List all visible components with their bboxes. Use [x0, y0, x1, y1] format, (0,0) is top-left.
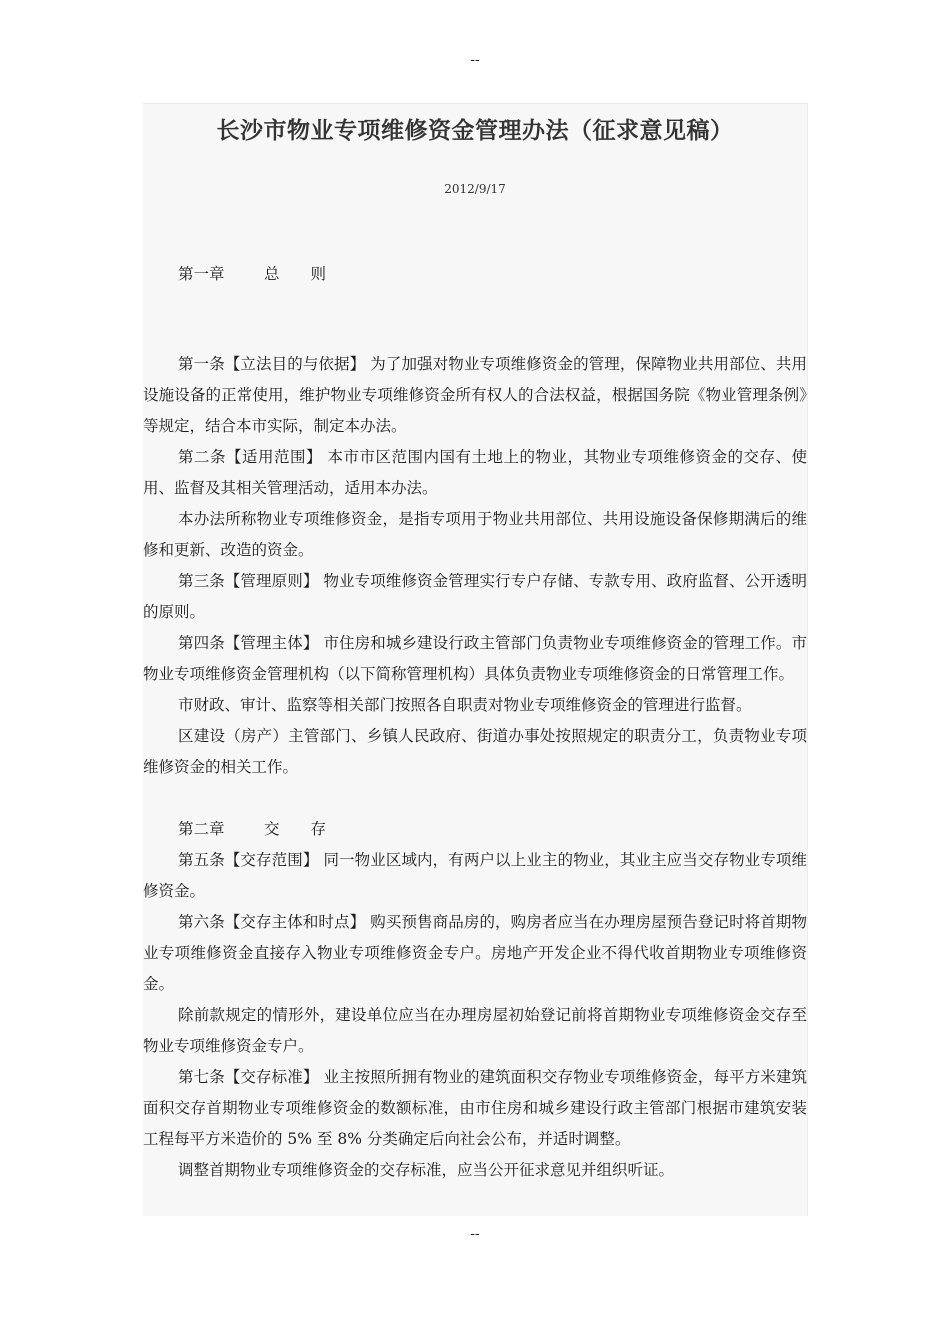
article-3: 第三条【管理原则】 物业专项维修资金管理实行专户存储、专款专用、政府监督、公开透明的原则。	[143, 572, 807, 621]
page-marker-top: --	[470, 52, 480, 68]
spacer	[143, 783, 807, 814]
chapter-heading	[143, 814, 807, 845]
document-title: 长沙市物业专项维修资金管理办法（征求意见稿）	[216, 117, 734, 144]
chapter-heading	[143, 259, 807, 290]
document-page	[143, 103, 808, 1216]
article-4-paragraph: 区建设（房产）主管部门、乡镇人民政府、街道办事处按照规定的职责分工，负责物业专项维修资金的相关工作。	[143, 727, 807, 776]
page-marker-bottom: --	[470, 1226, 480, 1242]
spacer	[143, 290, 807, 321]
article-6: 第六条【交存主体和时点】 购买预售商品房的，购房者应当在办理房屋预告登记时将首期物业专项维修资金直接存入物业专项维修资金专户。房地产开发企业不得代收首期物业专项维修资金。	[143, 913, 807, 993]
article-1: 第一条【立法目的与依据】 为了加强对物业专项维修资金的管理，保障物业共用部位、共用设施设备的正常使用，维护物业专项维修资金所有权人的合法权益，根据国务院《物业管理条例》等规定，结合本市实际，制定本办法。	[143, 355, 807, 435]
chapter-label: 第一章	[178, 265, 225, 283]
article-2-paragraph: 本办法所称物业专项维修资金，是指专项用于物业共用部位、共用设施设备保修期满后的维修和更新、改造的资金。	[143, 510, 807, 559]
article-4-paragraph: 市财政、审计、监察等相关部门按照各自职责对物业专项维修资金的管理进行监督。	[178, 696, 752, 714]
article-6-paragraph: 除前款规定的情形外，建设单位应当在办理房屋初始登记前将首期物业专项维修资金交存至物业专项维修资金专户。	[143, 1006, 807, 1055]
article-7-paragraph: 调整首期物业专项维修资金的交存标准，应当公开征求意见并组织听证。	[178, 1161, 675, 1179]
chapter-name: 总 则	[263, 265, 326, 283]
document-body	[143, 259, 807, 1186]
article-5: 第五条【交存范围】 同一物业区域内，有两户以上业主的物业，其业主应当交存物业专项维修资金。	[143, 851, 807, 900]
article-4: 第四条【管理主体】 市住房和城乡建设行政主管部门负责物业专项维修资金的管理工作。市物业专项维修资金管理机构（以下简称管理机构）具体负责物业专项维修资金的日常管理工作。	[143, 634, 807, 683]
article-7: 第七条【交存标准】 业主按照所拥有物业的建筑面积交存物业专项维修资金，每平方米建筑面积交存首期物业专项维修资金的数额标准，由市住房和城乡建设行政主管部门根据市建筑安装工程每平方米造价的 5% 至 8% 分类确定后向社会公布，并适时调整。	[143, 1068, 807, 1148]
spacer	[143, 321, 807, 349]
article-2: 第二条【适用范围】 本市市区范围内国有土地上的物业，其物业专项维修资金的交存、使用、监督及其相关管理活动，适用本办法。	[143, 448, 807, 497]
chapter-name: 交 存	[263, 820, 326, 838]
chapter-label: 第二章	[178, 820, 225, 838]
document-date: 2012/9/17	[444, 182, 506, 196]
